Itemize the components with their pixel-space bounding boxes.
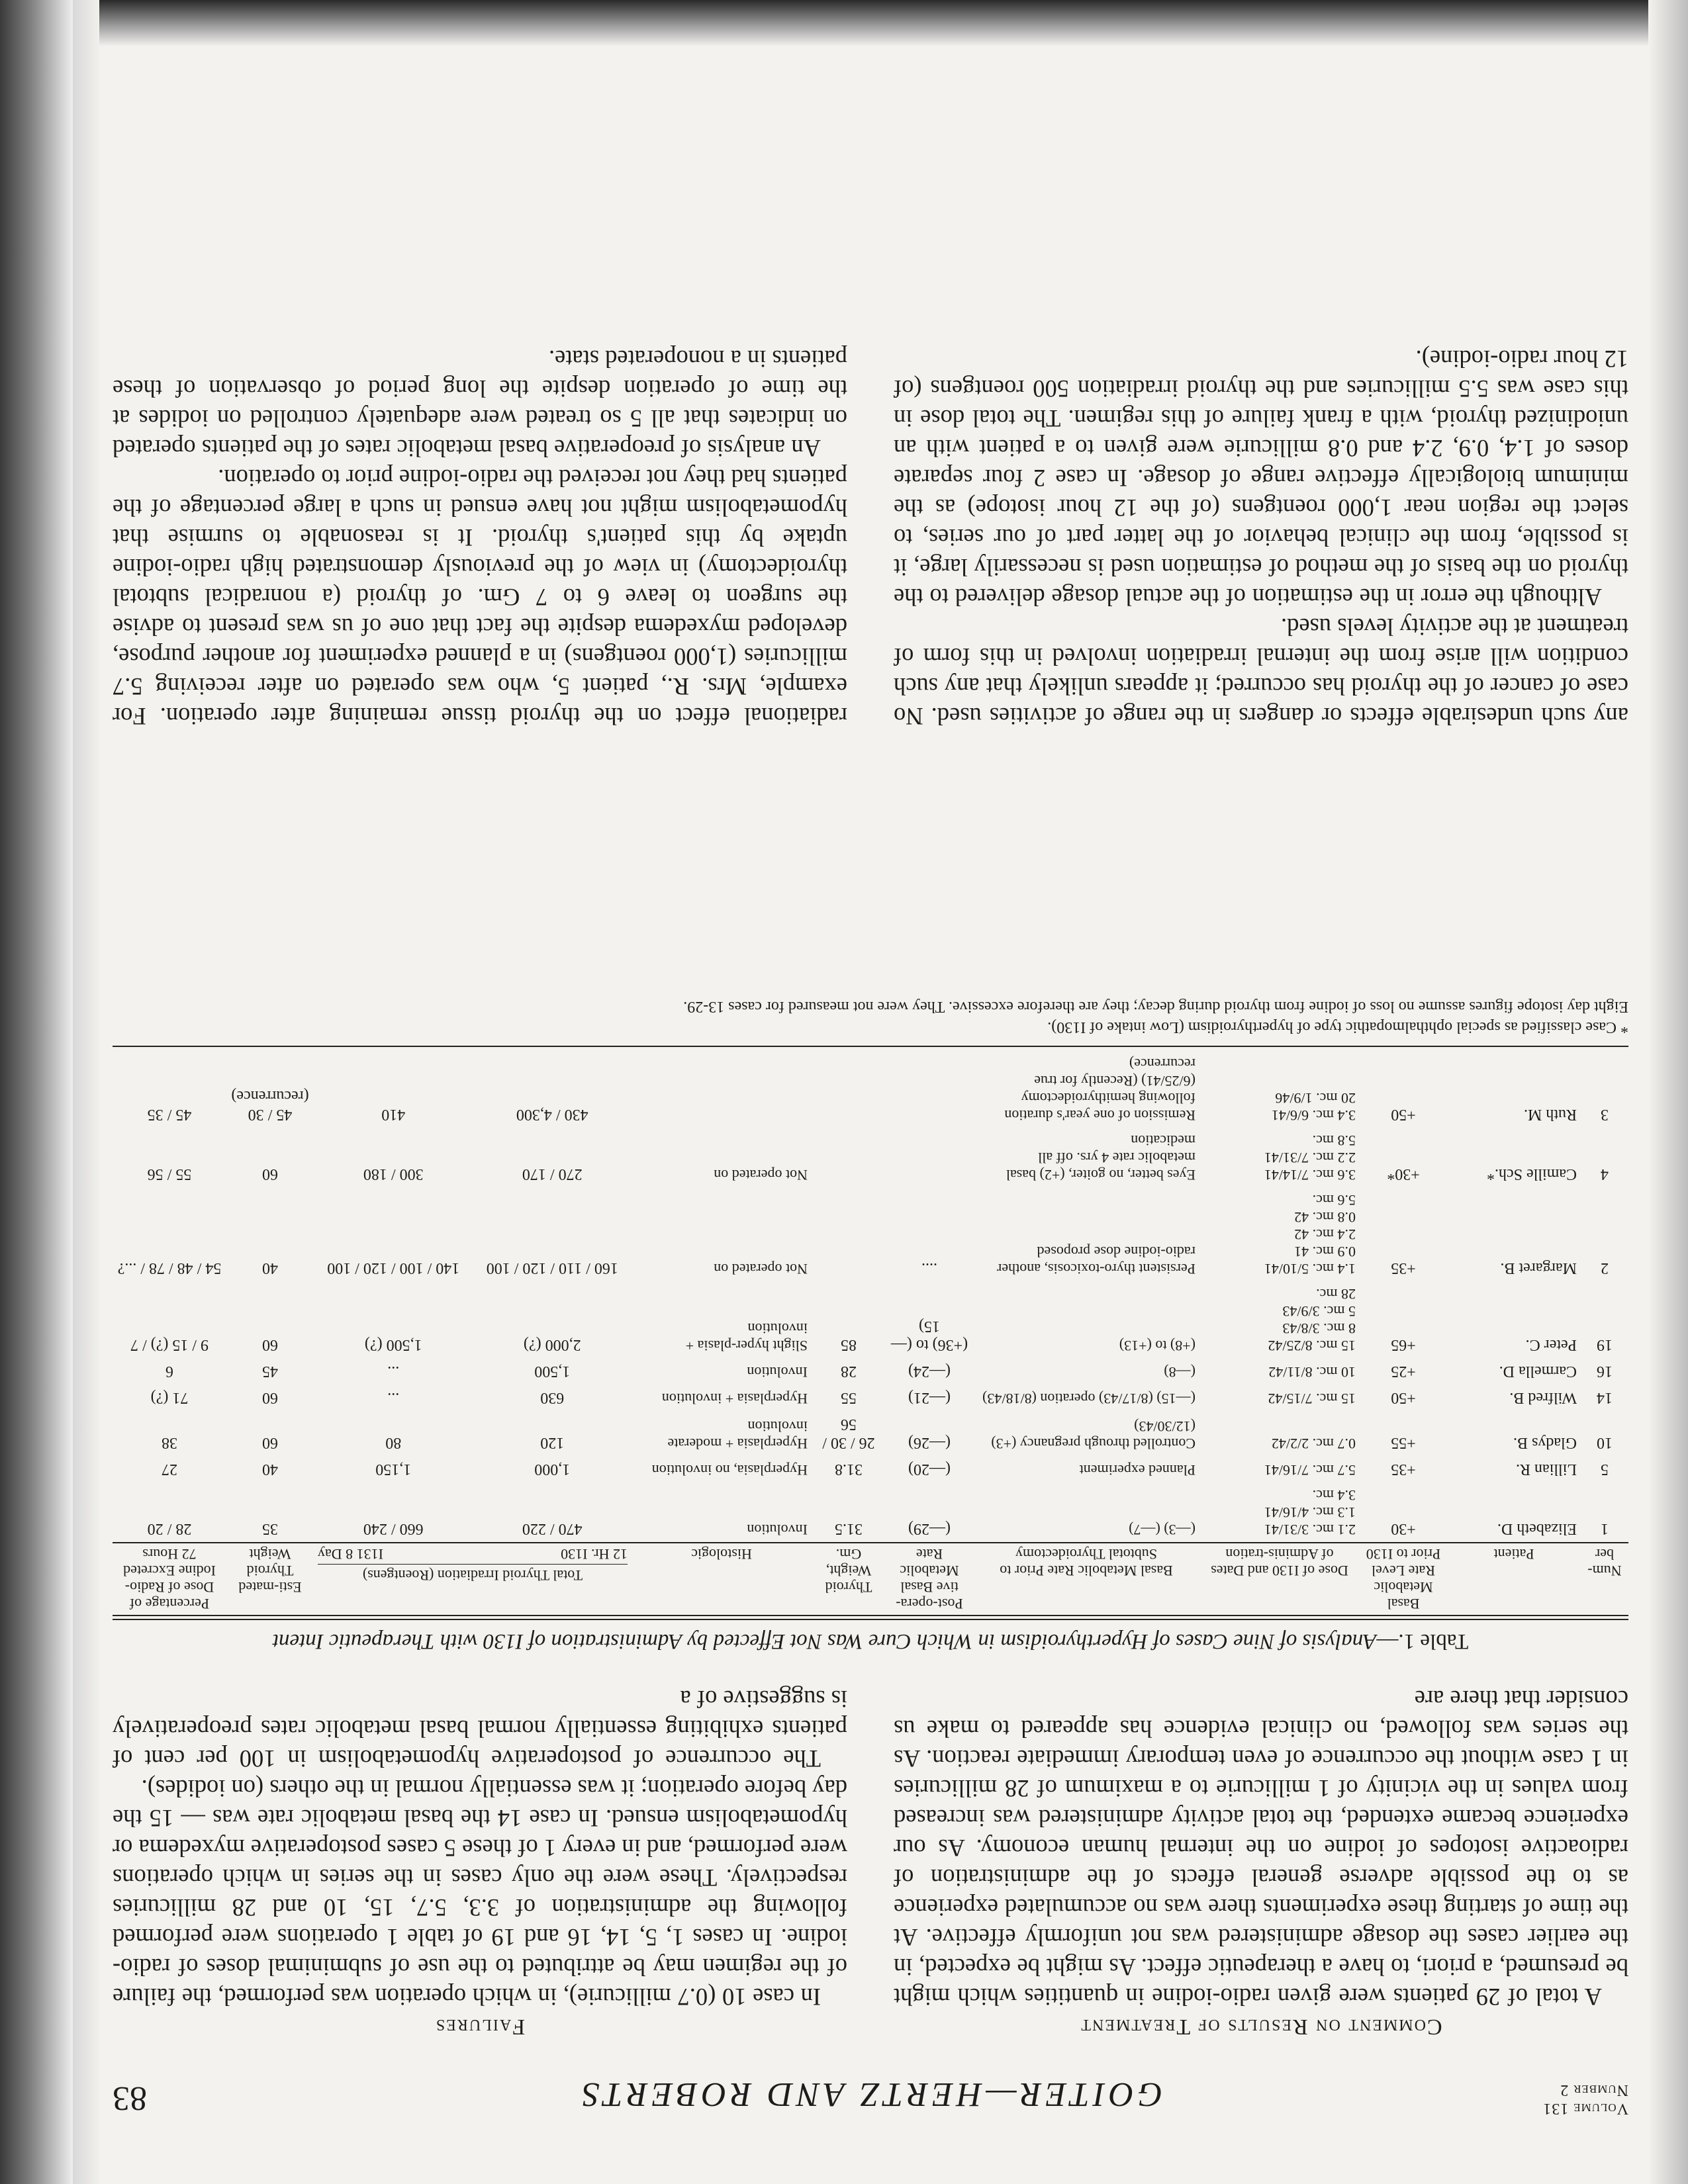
case-number: 14 bbox=[1597, 1389, 1613, 1406]
table-body bbox=[113, 1051, 1628, 1543]
upside-down-page bbox=[113, 93, 1628, 2118]
table-row bbox=[113, 1482, 1628, 1543]
case-number: 5 bbox=[1601, 1461, 1609, 1478]
thyroid-weight: 31.8 bbox=[835, 1461, 863, 1478]
histologic-finding: Slight hyper-plasia + involution bbox=[685, 1320, 808, 1354]
dose-dates-line: 2.4 mc. 42 bbox=[1294, 1226, 1356, 1243]
paragraph: In case 10 (0.7 millicurie), in which operation was performed, the failure of the regimen may be attributed to the use of subminimal doses of radio-iodine. In cases 1, 5, 14, 16 and 19 of table 1 operations were performed following the administration of 3.3, 5.7, 15, 10 and 28 millicuries respectively. These were the only cases in the series in which operations were performed, and in every 1 of these 5 cases postoperative myxedema or hypometabolism ensued. In case 14 the basal metabolic rate was — 15 the day before operation; it was essentially normal in the others (on iodides). bbox=[113, 1775, 847, 2011]
footnote: Eight day isotope figures assume no loss of iodine from thyroid during decay; they are therefore excessive. They were not measured for cases 13-29. bbox=[683, 998, 1628, 1015]
case-number: 19 bbox=[1597, 1336, 1613, 1353]
volume-number: Volume 131 Number 2 bbox=[1542, 2081, 1628, 2117]
case-number: 4 bbox=[1601, 1165, 1609, 1183]
bmr-prior: +35 bbox=[1391, 1259, 1416, 1277]
thyroid-weight: 55 bbox=[841, 1389, 857, 1406]
section-heading: Comment on Results of Treatment bbox=[1080, 2015, 1442, 2039]
scan-left-shadow-fade bbox=[73, 0, 99, 2184]
estimated-weight: 45 / 30 (recurrence) bbox=[231, 1087, 309, 1123]
histologic-finding: Involution bbox=[747, 1364, 808, 1381]
dose-dates-line: 3.4 mc. 6/6/41 bbox=[1271, 1107, 1356, 1124]
col-header: Basal Metabolic Rate Level Prior to I130 bbox=[1360, 1543, 1447, 1615]
irradiation-12hr: 430 / 4,300 bbox=[516, 1106, 588, 1123]
dose-dates-line: 0.9 mc. 41 bbox=[1294, 1244, 1356, 1260]
dose-dates-line: 5.7 mc. 7/16/41 bbox=[1264, 1462, 1356, 1479]
col-header: Percentage of Dose of Radio-Iodine Excreted 72 Hours bbox=[113, 1543, 226, 1615]
body-column-left bbox=[894, 344, 1628, 731]
table-row bbox=[113, 1281, 1628, 1358]
irradiation-12hr: 1,000 bbox=[534, 1461, 571, 1478]
dose-dates bbox=[1199, 1411, 1360, 1456]
comment-section bbox=[894, 1684, 1628, 2042]
irradiation-12hr: 1,500 bbox=[534, 1363, 571, 1380]
patient-name: Wilfred B. bbox=[1509, 1389, 1577, 1406]
bmr-prior: +30 bbox=[1391, 1520, 1416, 1537]
postoperative-bmr: (—26) bbox=[908, 1434, 951, 1451]
dose-dates-line: 5.6 mc. bbox=[1312, 1192, 1356, 1208]
irradiation-8day: 300 / 180 bbox=[363, 1165, 424, 1183]
percent-excreted: 6 bbox=[165, 1363, 173, 1380]
patient-name: Gladys B. bbox=[1513, 1434, 1577, 1451]
postoperative-bmr: (—20) bbox=[908, 1461, 951, 1478]
col-header: Num-ber bbox=[1581, 1543, 1628, 1615]
estimated-weight: 40 bbox=[262, 1461, 278, 1478]
patient-name: Ruth M. bbox=[1523, 1106, 1577, 1123]
dose-dates bbox=[1199, 1456, 1360, 1482]
thyroid-weight bbox=[812, 1051, 886, 1128]
histologic-finding: Hyperplasia + involution bbox=[661, 1390, 808, 1407]
bmr-before-surgery: (—15) (8/17/43) operation (8/18/43) bbox=[982, 1390, 1196, 1407]
col-header: Dose of I130 and Dates of Adminis-tration bbox=[1199, 1543, 1360, 1615]
paragraph: A total of 29 patients were given radio-iodine in quantities which might be presumed, a priori, to have a therapeutic effect. As might be expected, in the earlier cases the dosage administered was not uniformly effective. At the time of starting these experiments there was no accumulated experience as to the possible adverse general effects of the administration of radioactive isotopes of iodine on the internal human economy. As our experience became extended, the total activity administered was increased from values in the vicinity of 1 millicurie to a maximum of 28 millicuries in 1 case without the occurrence of even temporary immediate reaction. As the series was followed, no clinical evidence has appeared to make us consider that there are bbox=[894, 1686, 1628, 2011]
col-header: Esti-mated Thyroid Weight bbox=[226, 1543, 314, 1615]
dose-dates-line: 15 mc. 8/25/42 bbox=[1268, 1338, 1356, 1354]
estimated-weight: 60 bbox=[262, 1434, 278, 1451]
table-row bbox=[113, 1411, 1628, 1456]
bmr-prior: +50 bbox=[1391, 1389, 1416, 1406]
irradiation-8day: ... bbox=[387, 1389, 400, 1406]
dose-dates bbox=[1199, 1187, 1360, 1281]
bmr-before-surgery: Eyes better, no goiter, (+2) basal metabolic rate 4 yrs. off all medication bbox=[1006, 1132, 1196, 1183]
estimated-weight: 60 bbox=[262, 1165, 278, 1183]
dose-dates bbox=[1199, 1358, 1360, 1385]
table-1 bbox=[113, 754, 1628, 1655]
postoperative-bmr bbox=[886, 1128, 973, 1187]
patient-name: Margaret B. bbox=[1500, 1259, 1577, 1277]
irradiation-8day: 1,150 bbox=[375, 1461, 412, 1478]
footnote: * Case classified as special ophthalmopathic type of hyperthyroidism (Low intake of I130). bbox=[1047, 1019, 1628, 1036]
postoperative-bmr bbox=[886, 1051, 973, 1128]
patient-name: Carmella D. bbox=[1499, 1363, 1577, 1380]
page-number: 83 bbox=[113, 2079, 147, 2117]
dose-dates-line: 20 mc. 1/9/46 bbox=[1275, 1090, 1356, 1107]
histologic-finding: Hyperplasia + moderate involution bbox=[667, 1418, 808, 1452]
bmr-before-surgery: Remission of one year's duration following hemithyroidectomy (6/25/41) (Recently for true recurrence) bbox=[1004, 1056, 1196, 1124]
table-header-row bbox=[113, 1543, 1628, 1615]
dose-dates-line: 28 mc. bbox=[1316, 1286, 1356, 1302]
dose-dates-line: 2.1 mc. 3/31/41 bbox=[1264, 1522, 1356, 1538]
percent-excreted: 38 bbox=[162, 1434, 177, 1451]
dose-dates-line: 8 mc. 3/8/43 bbox=[1282, 1320, 1356, 1337]
irradiation-8day: 1,500 (?) bbox=[364, 1336, 422, 1353]
col-header: Histologic bbox=[632, 1543, 812, 1615]
patient-name: Peter C. bbox=[1525, 1336, 1577, 1353]
bmr-before-surgery: (—3) (—7) bbox=[1129, 1522, 1196, 1538]
irradiation-12hr: 470 / 220 bbox=[522, 1520, 583, 1537]
percent-excreted: 54 / 48 / 78 / ...? bbox=[117, 1259, 222, 1277]
estimated-weight: 40 bbox=[262, 1259, 278, 1277]
dose-dates bbox=[1199, 1385, 1360, 1411]
thyroid-weight bbox=[812, 1128, 886, 1187]
percent-excreted: 55 / 56 bbox=[147, 1165, 192, 1183]
postoperative-bmr: (+36) to (—15) bbox=[890, 1318, 968, 1353]
case-number: 1 bbox=[1601, 1520, 1609, 1537]
irradiation-12hr: 2,000 (?) bbox=[523, 1336, 581, 1353]
patient-name: Camille Sch.* bbox=[1487, 1165, 1577, 1183]
table-row bbox=[113, 1358, 1628, 1385]
thyroid-weight: 85 bbox=[841, 1336, 857, 1353]
body-column-right bbox=[113, 344, 847, 731]
table-bottom-rule bbox=[113, 1046, 1628, 1047]
scan-left-shadow bbox=[0, 0, 73, 2184]
histologic-finding: Hyperplasia, no involution bbox=[651, 1462, 808, 1479]
dose-dates-line: 5 mc. 3/9/43 bbox=[1282, 1303, 1356, 1320]
percent-excreted: 28 / 20 bbox=[147, 1520, 192, 1537]
paragraph: radiational effect on the thyroid tissue remaining after operation. For example, Mrs. R., patient 5, who was operated on after receiving 5.7 millicuries (1,000 roentgens) in a planned experiment for another purpose, developed myxedema despite the fact that one of us was present to advise the surgeon to leave 6 to 7 Gm. of thyroid (a nonradical subtotal thyroidectomy) in view of the previously demonstrated high radio-iodine uptake by this patient's thyroid. It is reasonable to surmise that hypometabolism might not have ensued in such a large percentage of the patients had they not received the radio-iodine prior to operation. bbox=[113, 465, 847, 730]
irradiation-8day: 140 / 100 / 120 / 100 bbox=[327, 1259, 460, 1277]
patient-name: Lillian R. bbox=[1516, 1461, 1577, 1478]
histologic-finding: Not operated on bbox=[714, 1261, 808, 1277]
irradiation-8day: 660 / 240 bbox=[363, 1520, 424, 1537]
case-number: 3 bbox=[1601, 1106, 1609, 1123]
paragraph: Although the error in the estimation of the actual dosage delivered to the thyroid on the basis of the method of estimation used is necessarily large, it is possible, from the clinical behavior of the latter part of our series, to select the region near 1,000 roentgens (of the 12 hour isotope) as the minimum biologically effective range of dosage. In case 2 four separate doses of 1.4, 0.9, 2.4 and 0.8 millicurie were given to a patient with an uniodinized thyroid, with a frank failure of this regimen. The total dose in this case was 5.5 millicuries and the thyroid irradiation 500 roentgens (of 12 hour radio-iodine). bbox=[894, 345, 1628, 611]
estimated-weight: 35 bbox=[262, 1520, 278, 1537]
table-row bbox=[113, 1187, 1628, 1281]
histologic-finding: Involution bbox=[747, 1522, 808, 1538]
table-top-rule bbox=[113, 1615, 1628, 1620]
irradiation-12hr: 270 / 170 bbox=[522, 1165, 583, 1183]
page-header bbox=[113, 2058, 1628, 2118]
postoperative-bmr: (—24) bbox=[908, 1363, 951, 1380]
postoperative-bmr: (—29) bbox=[908, 1520, 951, 1537]
table-row bbox=[113, 1128, 1628, 1187]
dose-dates-line: 1.4 mc. 5/10/41 bbox=[1264, 1261, 1356, 1277]
percent-excreted: 45 / 35 bbox=[147, 1106, 192, 1123]
percent-excreted: 9 / 15 (?) / 7 bbox=[130, 1336, 209, 1353]
col-header: Patient bbox=[1447, 1543, 1581, 1615]
patient-name: Elizabeth D. bbox=[1497, 1520, 1577, 1537]
bmr-prior: +50 bbox=[1391, 1106, 1416, 1123]
paragraph: any such undesirable effects or dangers in the range of activities used. No case of cancer of the thyroid has occurred; it appears unlikely that any such condition will arise from the internal irradiation involved in this form of treatment at the activity levels used. bbox=[894, 614, 1628, 730]
irradiation-8day: 410 bbox=[381, 1106, 406, 1123]
table-row bbox=[113, 1456, 1628, 1482]
paragraph: An analysis of preoperative basal metabolic rates of the patients operated on indicates that all 5 so treated were adequately controlled on iodides at the time of operation despite the long period of observation of these patients in a nonoperated state. bbox=[113, 345, 847, 462]
bmr-prior: +25 bbox=[1391, 1363, 1416, 1380]
dose-dates-line: 10 mc. 8/11/42 bbox=[1268, 1364, 1356, 1381]
thyroid-weight: 26 / 30 / 56 bbox=[822, 1416, 875, 1451]
dose-dates-line: 1.3 mc. 4/16/41 bbox=[1264, 1504, 1356, 1521]
bmr-prior: +35 bbox=[1391, 1461, 1416, 1478]
dose-dates-line: 3.6 mc. 7/14/41 bbox=[1264, 1167, 1356, 1183]
dose-dates-line: 15 mc. 7/15/42 bbox=[1268, 1390, 1356, 1407]
irradiation-12hr: 120 bbox=[540, 1434, 565, 1451]
dose-dates bbox=[1199, 1482, 1360, 1543]
estimated-weight: 60 bbox=[262, 1389, 278, 1406]
col-header: Basal Metabolic Rate Prior to Subtotal Thyroidectomy bbox=[973, 1543, 1199, 1615]
dose-dates-line: 3.4 mc. bbox=[1312, 1487, 1356, 1504]
scan-top-shadow bbox=[0, 0, 1688, 46]
percent-excreted: 71 (?) bbox=[150, 1389, 189, 1406]
dose-dates bbox=[1199, 1128, 1360, 1187]
histologic-finding bbox=[632, 1051, 812, 1128]
bmr-before-surgery: Controlled through pregnancy (+3) (12/30/43) bbox=[991, 1418, 1196, 1452]
table-row bbox=[113, 1385, 1628, 1411]
case-number: 2 bbox=[1601, 1259, 1609, 1277]
bmr-before-surgery: Persistent thyro-toxicosis, another radio-iodine dose proposed bbox=[996, 1244, 1196, 1277]
irradiation-12hr: 160 / 110 / 120 / 100 bbox=[486, 1259, 618, 1277]
dose-dates-line: 5.8 mc. bbox=[1312, 1132, 1356, 1149]
irradiation-8day: ... bbox=[387, 1363, 400, 1380]
col-header: Post-opera-tive Basal Metabolic Rate bbox=[886, 1543, 973, 1615]
bmr-before-surgery: (+8) to (+13) bbox=[1119, 1338, 1196, 1354]
percent-excreted: 27 bbox=[162, 1461, 177, 1478]
case-number: 16 bbox=[1597, 1363, 1613, 1380]
estimated-weight: 45 bbox=[262, 1363, 278, 1380]
thyroid-weight bbox=[812, 1187, 886, 1281]
irradiation-12hr: 630 bbox=[540, 1389, 565, 1406]
bmr-before-surgery: (—8) bbox=[1164, 1364, 1196, 1381]
col-header: Thyroid Weight, Gm. bbox=[812, 1543, 886, 1615]
dose-dates bbox=[1199, 1281, 1360, 1358]
bmr-prior: +55 bbox=[1391, 1434, 1416, 1451]
data-table bbox=[113, 1051, 1628, 1615]
case-number: 10 bbox=[1597, 1434, 1613, 1451]
col-header-irradiation: Total Thyroid Irradiation (Roentgens) 12 Hr. I130 I131 8 Day bbox=[314, 1543, 632, 1615]
table-footnotes bbox=[113, 997, 1628, 1036]
dose-dates-line: 0.7 mc. 2/2/42 bbox=[1271, 1435, 1356, 1452]
thyroid-weight: 28 bbox=[841, 1363, 857, 1380]
failures-section bbox=[113, 1684, 847, 2042]
dose-dates-line: 0.8 mc. 42 bbox=[1294, 1209, 1356, 1226]
postoperative-bmr: .... bbox=[921, 1259, 937, 1277]
table-caption: Table 1.—Analysis of Nine Cases of Hyperthyroidism in Which Cure Was Not Effected by Administration of I130 with Therapeutic Intent bbox=[272, 1629, 1469, 1653]
estimated-weight: 60 bbox=[262, 1336, 278, 1353]
histologic-finding: Not operated on bbox=[714, 1167, 808, 1183]
dose-dates-line: 2.2 mc. 7/31/41 bbox=[1264, 1150, 1356, 1166]
section-heading: Failures bbox=[434, 2015, 526, 2039]
running-title: GOITER—HERTZ AND ROBERTS bbox=[578, 2075, 1163, 2113]
bmr-prior: +30* bbox=[1387, 1165, 1420, 1183]
irradiation-8day: 80 bbox=[385, 1434, 402, 1451]
dose-dates bbox=[1199, 1051, 1360, 1128]
bmr-prior: +65 bbox=[1391, 1336, 1416, 1353]
postoperative-bmr: (—21) bbox=[908, 1389, 951, 1406]
paragraph: The occurrence of postoperative hypometabolism in 100 per cent of patients exhibiting essentially normal basal metabolic rates preoperatively is suggestive of a bbox=[113, 1686, 847, 1772]
thyroid-weight: 31.5 bbox=[835, 1520, 863, 1537]
table-row bbox=[113, 1051, 1628, 1128]
scan-right-shadow bbox=[1648, 0, 1688, 2184]
bmr-before-surgery: Planned experiment bbox=[1079, 1462, 1196, 1479]
